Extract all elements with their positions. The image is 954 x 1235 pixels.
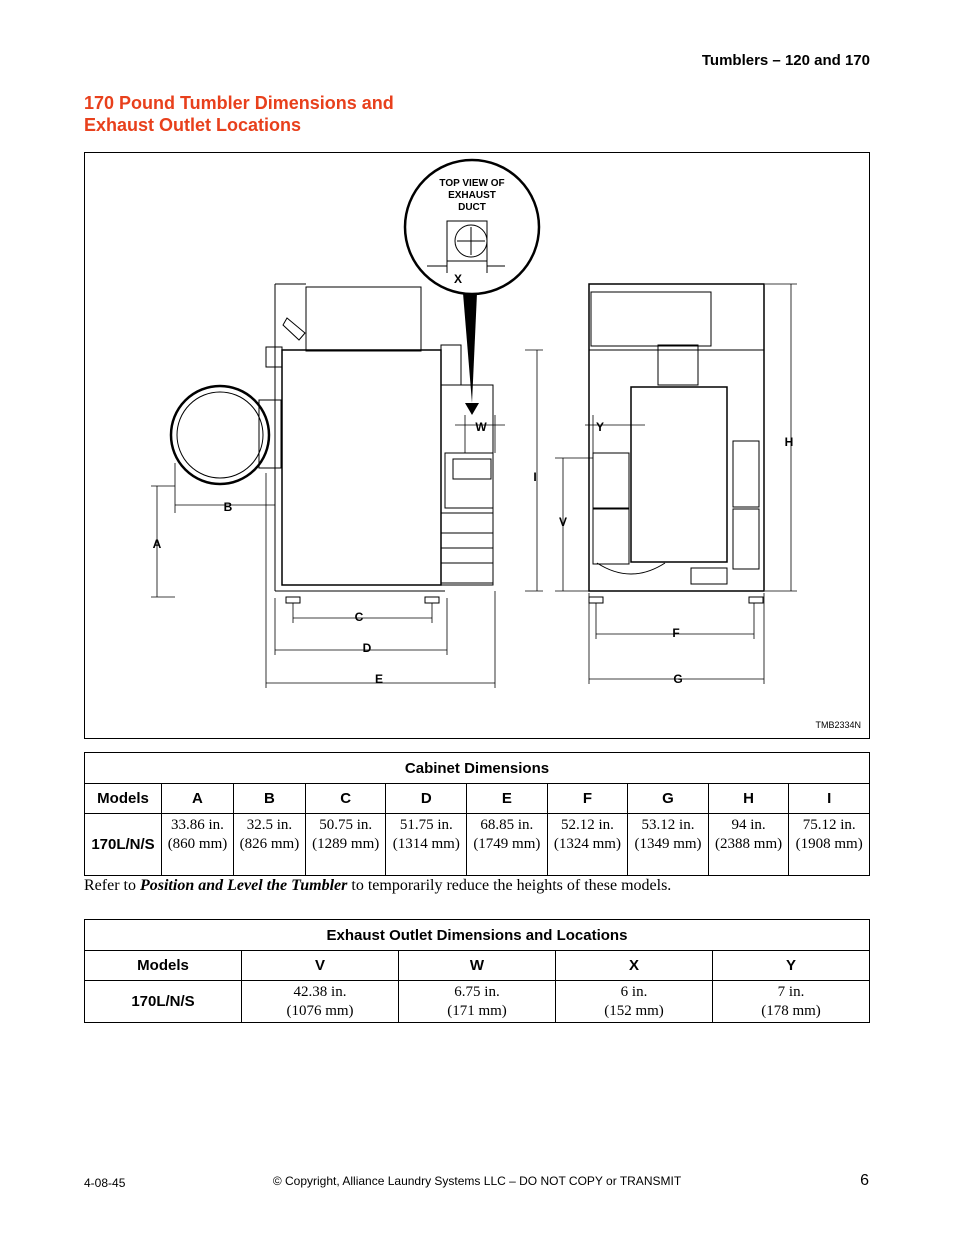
label-e: E (374, 672, 384, 686)
value-cell-a: 33.86 in. (860 mm) (162, 814, 234, 876)
col-header: W (399, 951, 556, 981)
front-duct-box (658, 345, 698, 385)
value-cell-g: 53.12 in. (1349 mm) (628, 814, 709, 876)
model-cell: 170L/N/S (85, 981, 242, 1023)
note-reference-link[interactable]: Position and Level the Tumbler (139, 877, 348, 894)
value-cell-b: 32.5 in. (826 mm) (233, 814, 305, 876)
callout-pointer (463, 293, 477, 403)
cabinet-table-caption: Cabinet Dimensions (85, 753, 870, 784)
value-cell-x: 6 in. (152 mm) (556, 981, 713, 1023)
col-header: A (162, 784, 234, 814)
title-line-2: Exhaust Outlet Locations (84, 115, 302, 135)
label-a: A (152, 537, 162, 551)
col-header: I (789, 784, 870, 814)
front-drum-panel (631, 387, 727, 562)
exhaust-dimensions-table (84, 919, 870, 1023)
value-cell-v: 42.38 in. (1076 mm) (242, 981, 399, 1023)
col-header: X (556, 951, 713, 981)
col-header: E (467, 784, 548, 814)
cabinet-dimensions-table (84, 752, 870, 876)
label-x: X (453, 272, 463, 286)
side-duct (445, 453, 493, 508)
side-top-box (306, 287, 421, 351)
callout-line-2: EXHAUST (448, 190, 496, 201)
value-cell-f: 52.12 in. (1324 mm) (547, 814, 628, 876)
col-header: Models (85, 784, 162, 814)
side-cabinet (282, 350, 441, 585)
col-header: C (305, 784, 386, 814)
doc-number: 4-08-45 (84, 1176, 126, 1190)
value-cell-e: 68.85 in. (1749 mm) (467, 814, 548, 876)
door-outer (171, 386, 269, 484)
front-cabinet (589, 284, 764, 591)
label-d: D (362, 641, 372, 655)
value-cell-c: 50.75 in. (1289 mm) (305, 814, 386, 876)
label-w: W (475, 420, 487, 434)
callout-line-1: TOP VIEW OF (439, 178, 505, 189)
figure-code: TMB2334N (815, 720, 861, 730)
value-cell-i: 75.12 in. (1908 mm) (789, 814, 870, 876)
col-header: B (233, 784, 305, 814)
running-header: Tumblers – 120 and 170 (701, 52, 870, 69)
dimension-figure (84, 152, 870, 739)
tumbler-drawing (85, 153, 869, 738)
label-b: B (223, 500, 233, 514)
label-f: F (672, 626, 680, 640)
label-v: V (558, 515, 568, 529)
col-header: G (628, 784, 709, 814)
value-cell-d: 51.75 in. (1314 mm) (386, 814, 467, 876)
model-cell: 170L/N/S (85, 814, 162, 876)
section-title (84, 92, 394, 136)
page-number: 6 (860, 1172, 869, 1189)
col-header: V (242, 951, 399, 981)
col-header: F (547, 784, 628, 814)
label-h: H (784, 435, 794, 449)
col-header: D (386, 784, 467, 814)
exhaust-table-caption: Exhaust Outlet Dimensions and Locations (85, 920, 870, 951)
copyright: © Copyright, Alliance Laundry Systems LLC – DO NOT COPY or TRANSMIT (272, 1174, 682, 1188)
col-header: Y (713, 951, 870, 981)
callout-line-3: DUCT (458, 202, 486, 213)
value-cell-w: 6.75 in. (171 mm) (399, 981, 556, 1023)
col-header: H (708, 784, 789, 814)
table-row (85, 814, 870, 876)
table-row (85, 981, 870, 1023)
label-g: G (673, 672, 683, 686)
title-line-1: 170 Pound Tumbler Dimensions and (84, 93, 394, 113)
value-cell-y: 7 in. (178 mm) (713, 981, 870, 1023)
label-y: Y (595, 420, 605, 434)
value-cell-h: 94 in. (2388 mm) (708, 814, 789, 876)
note-paragraph: Refer to Position and Level the Tumbler to temporarily reduce the heights of these models. (84, 877, 672, 894)
label-i: I (533, 470, 537, 484)
label-c: C (354, 610, 364, 624)
col-header: Models (85, 951, 242, 981)
